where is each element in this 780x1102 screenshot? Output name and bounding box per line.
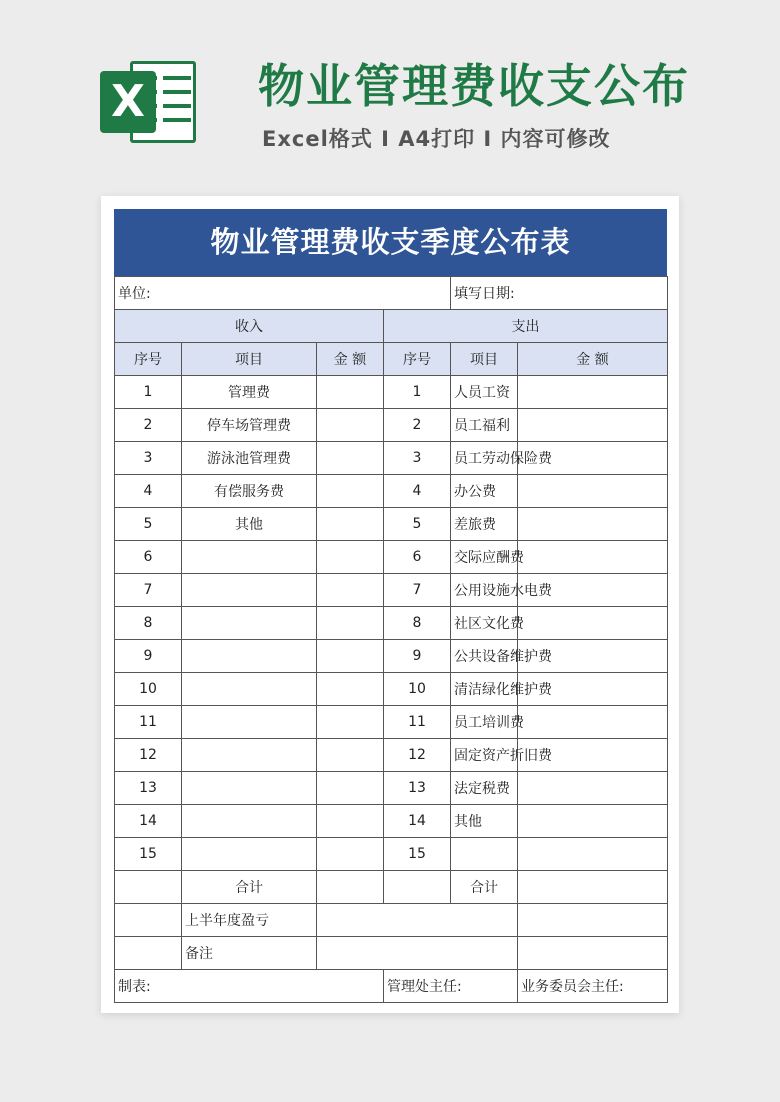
income-amount-cell[interactable] <box>317 376 384 409</box>
page-subtitle: Excel格式 I A4打印 I 内容可修改 <box>262 127 611 151</box>
expense-seq-cell: 3 <box>384 442 451 475</box>
table-row <box>115 508 668 541</box>
expense-seq-cell: 15 <box>384 838 451 871</box>
table-row <box>115 409 668 442</box>
expense-seq-cell: 12 <box>384 739 451 772</box>
table-row <box>115 376 668 409</box>
table-row <box>115 640 668 673</box>
remark-value[interactable] <box>317 937 518 970</box>
expense-amount-cell[interactable] <box>518 838 668 871</box>
income-item-cell[interactable] <box>182 805 317 838</box>
income-seq-cell: 9 <box>115 640 182 673</box>
income-seq-cell: 3 <box>115 442 182 475</box>
committee-head-cell[interactable]: 业务委员会主任: <box>518 970 668 1003</box>
income-seq-cell: 10 <box>115 673 182 706</box>
expense-amount-cell[interactable] <box>518 805 668 838</box>
half-year-row <box>115 904 668 937</box>
expense-amount-cell[interactable] <box>518 475 668 508</box>
income-seq-cell: 8 <box>115 607 182 640</box>
income-amount-cell[interactable] <box>317 706 384 739</box>
blank-cell <box>115 871 182 904</box>
income-amount-cell[interactable] <box>317 475 384 508</box>
income-total-amount[interactable] <box>317 871 384 904</box>
table-row <box>115 442 668 475</box>
expense-item-cell[interactable]: 差旅费 <box>451 508 518 541</box>
income-amount-cell[interactable] <box>317 772 384 805</box>
expense-seq-cell: 9 <box>384 640 451 673</box>
expense-seq-cell: 5 <box>384 508 451 541</box>
income-amount-cell[interactable] <box>317 640 384 673</box>
blank-cell <box>518 904 668 937</box>
total-row <box>115 871 668 904</box>
income-item-cell[interactable] <box>182 739 317 772</box>
expense-amount-cell[interactable] <box>518 409 668 442</box>
expense-item-cell[interactable]: 员工培训费 <box>451 706 518 739</box>
expense-item-cell[interactable] <box>451 838 518 871</box>
table-row <box>115 739 668 772</box>
income-seq-cell: 14 <box>115 805 182 838</box>
page-title: 物业管理费收支公布 <box>258 59 690 113</box>
income-seq-cell: 12 <box>115 739 182 772</box>
expense-amount-cell[interactable] <box>518 607 668 640</box>
expense-seq-cell: 8 <box>384 607 451 640</box>
expense-amount-header: 金 额 <box>518 343 668 376</box>
table-row <box>115 607 668 640</box>
income-seq-cell: 2 <box>115 409 182 442</box>
income-amount-cell[interactable] <box>317 541 384 574</box>
income-total-label: 合计 <box>182 871 317 904</box>
income-seq-header: 序号 <box>115 343 182 376</box>
expense-seq-cell: 10 <box>384 673 451 706</box>
income-seq-cell: 1 <box>115 376 182 409</box>
income-item-cell[interactable] <box>182 541 317 574</box>
income-item-cell[interactable]: 有偿服务费 <box>182 475 317 508</box>
half-year-value[interactable] <box>317 904 518 937</box>
income-item-header: 项目 <box>182 343 317 376</box>
income-item-cell[interactable]: 管理费 <box>182 376 317 409</box>
income-item-cell[interactable] <box>182 574 317 607</box>
table-row <box>115 574 668 607</box>
income-amount-cell[interactable] <box>317 739 384 772</box>
income-amount-header: 金 额 <box>317 343 384 376</box>
expense-total-amount[interactable] <box>518 871 668 904</box>
expense-item-cell[interactable]: 交际应酬费 <box>451 541 518 574</box>
table-row <box>115 706 668 739</box>
expense-seq-cell: 13 <box>384 772 451 805</box>
income-item-cell[interactable]: 其他 <box>182 508 317 541</box>
table-row <box>115 772 668 805</box>
expense-seq-cell: 14 <box>384 805 451 838</box>
table-row <box>115 541 668 574</box>
excel-logo-icon <box>100 57 198 147</box>
income-item-cell[interactable]: 停车场管理费 <box>182 409 317 442</box>
table-row <box>115 475 668 508</box>
half-year-label: 上半年度盈亏 <box>182 904 317 937</box>
income-item-cell[interactable]: 游泳池管理费 <box>182 442 317 475</box>
income-seq-cell: 6 <box>115 541 182 574</box>
blank-cell <box>518 937 668 970</box>
expense-amount-cell[interactable] <box>518 508 668 541</box>
unit-cell[interactable]: 单位: <box>115 277 451 310</box>
remark-label: 备注 <box>182 937 317 970</box>
sheet-title: 物业管理费收支季度公布表 <box>114 209 667 276</box>
expense-amount-cell[interactable] <box>518 376 668 409</box>
expense-item-cell[interactable]: 员工福利 <box>451 409 518 442</box>
date-cell[interactable]: 填写日期: <box>451 277 668 310</box>
remark-row <box>115 937 668 970</box>
expense-item-cell[interactable]: 固定资产折旧费 <box>451 739 518 772</box>
expense-item-cell[interactable]: 员工劳动保险费 <box>451 442 518 475</box>
expense-seq-cell: 2 <box>384 409 451 442</box>
blank-cell <box>115 904 182 937</box>
income-seq-cell: 7 <box>115 574 182 607</box>
expense-total-label: 合计 <box>451 871 518 904</box>
expense-item-cell[interactable]: 法定税费 <box>451 772 518 805</box>
expense-item-header: 项目 <box>451 343 518 376</box>
income-item-cell[interactable] <box>182 838 317 871</box>
income-seq-cell: 13 <box>115 772 182 805</box>
info-row <box>115 277 668 310</box>
table-row <box>115 673 668 706</box>
blank-cell <box>384 871 451 904</box>
income-amount-cell[interactable] <box>317 574 384 607</box>
expense-seq-cell: 1 <box>384 376 451 409</box>
table-row <box>115 805 668 838</box>
expense-seq-cell: 6 <box>384 541 451 574</box>
expense-amount-cell[interactable] <box>518 772 668 805</box>
expense-item-cell[interactable]: 公共设备维护费 <box>451 640 518 673</box>
signature-row <box>115 970 668 1003</box>
maker-cell[interactable]: 制表: <box>115 970 384 1003</box>
table-row <box>115 838 668 871</box>
expense-amount-cell[interactable] <box>518 706 668 739</box>
income-header: 收入 <box>115 310 384 343</box>
income-amount-cell[interactable] <box>317 805 384 838</box>
fee-table <box>114 276 668 1003</box>
income-amount-cell[interactable] <box>317 673 384 706</box>
expense-seq-header: 序号 <box>384 343 451 376</box>
excel-x-badge: X <box>100 71 156 133</box>
expense-item-cell[interactable]: 公用设施水电费 <box>451 574 518 607</box>
section-row <box>115 310 668 343</box>
expense-item-cell[interactable]: 人员工资 <box>451 376 518 409</box>
income-amount-cell[interactable] <box>317 838 384 871</box>
income-seq-cell: 5 <box>115 508 182 541</box>
income-amount-cell[interactable] <box>317 442 384 475</box>
income-amount-cell[interactable] <box>317 409 384 442</box>
expense-header: 支出 <box>384 310 668 343</box>
expense-item-cell[interactable]: 其他 <box>451 805 518 838</box>
expense-item-cell[interactable]: 办公费 <box>451 475 518 508</box>
expense-item-cell[interactable]: 清洁绿化维护费 <box>451 673 518 706</box>
income-item-cell[interactable] <box>182 640 317 673</box>
income-seq-cell: 4 <box>115 475 182 508</box>
column-header-row <box>115 343 668 376</box>
income-seq-cell: 15 <box>115 838 182 871</box>
income-item-cell[interactable] <box>182 607 317 640</box>
expense-item-cell[interactable]: 社区文化费 <box>451 607 518 640</box>
income-item-cell[interactable] <box>182 772 317 805</box>
expense-seq-cell: 4 <box>384 475 451 508</box>
expense-amount-cell[interactable] <box>518 541 668 574</box>
income-amount-cell[interactable] <box>317 607 384 640</box>
expense-seq-cell: 11 <box>384 706 451 739</box>
blank-cell <box>115 937 182 970</box>
income-amount-cell[interactable] <box>317 508 384 541</box>
office-head-cell[interactable]: 管理处主任: <box>384 970 518 1003</box>
income-item-cell[interactable] <box>182 706 317 739</box>
expense-seq-cell: 7 <box>384 574 451 607</box>
income-item-cell[interactable] <box>182 673 317 706</box>
income-seq-cell: 11 <box>115 706 182 739</box>
